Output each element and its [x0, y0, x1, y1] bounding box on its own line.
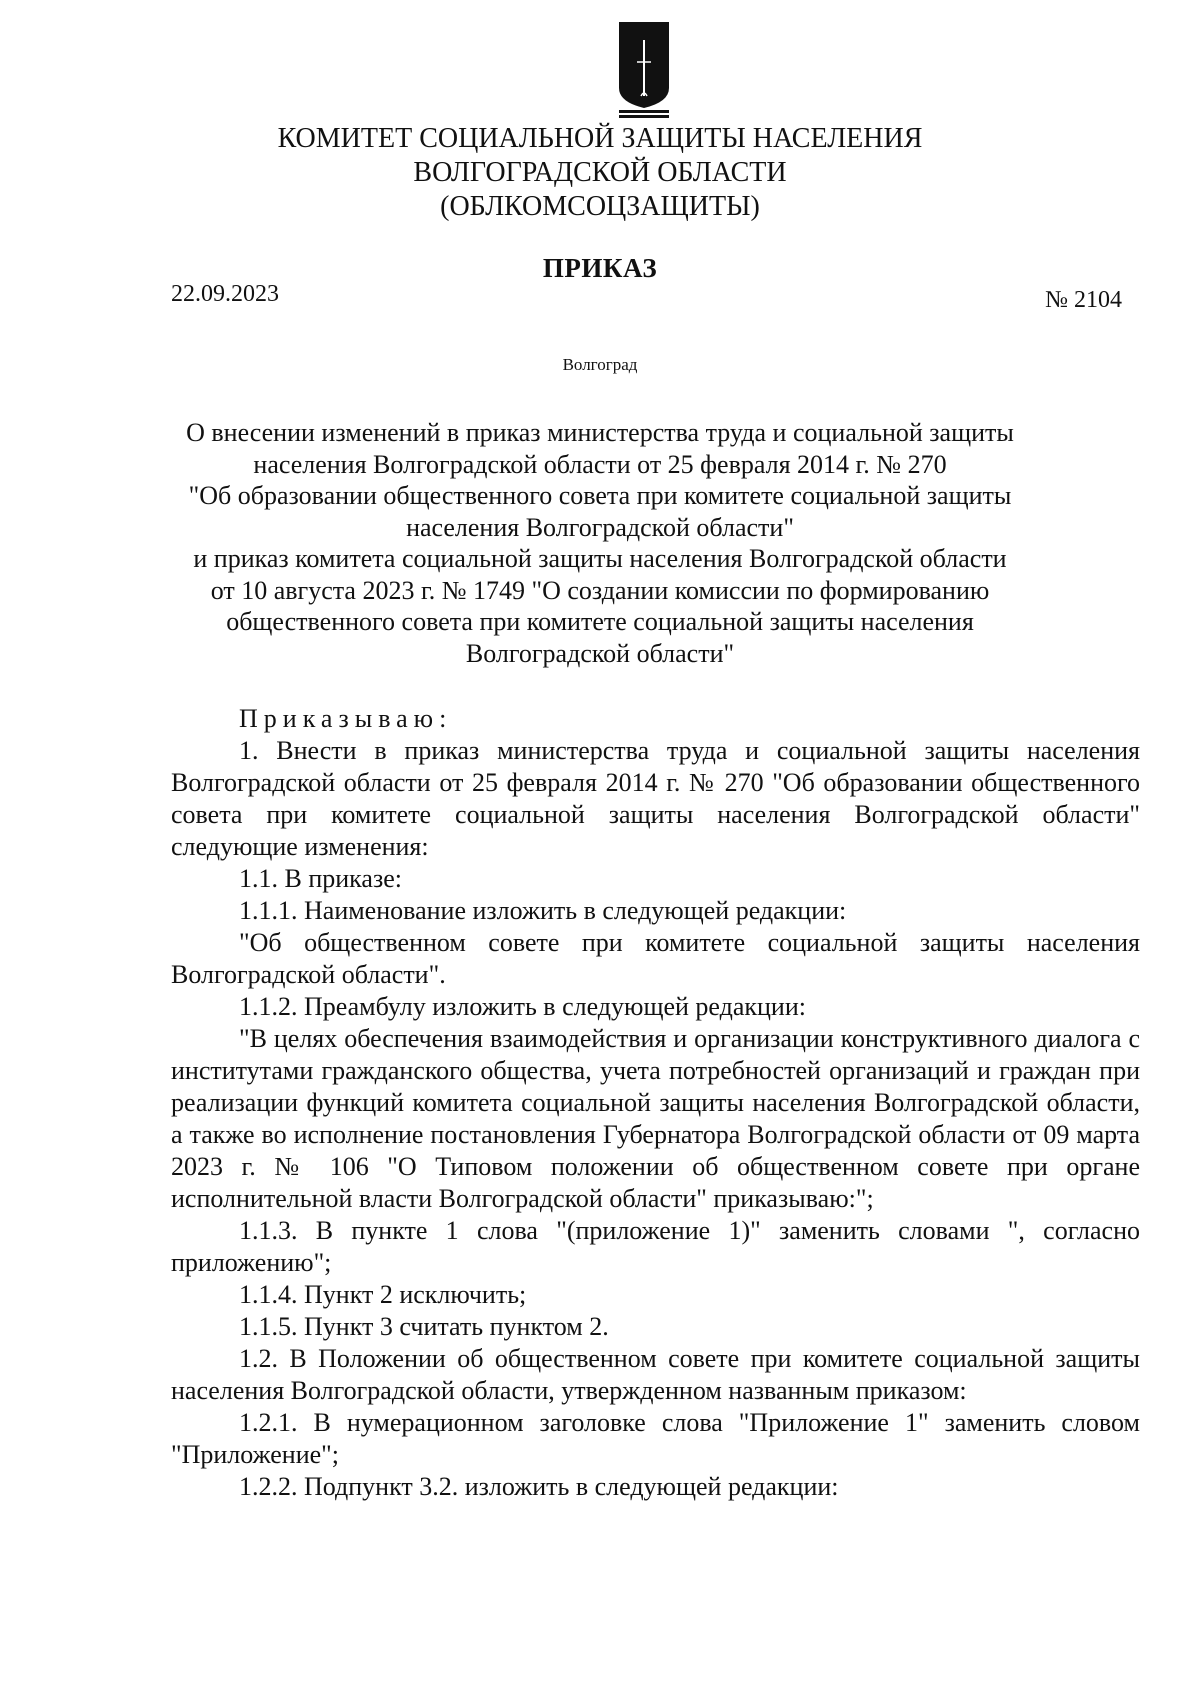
subject-line: "Об образовании общественного совета при комитете социальной защиты — [188, 481, 1012, 510]
paragraph-1-1-2-text: "В целях обеспечения взаимодействия и организации конструктивного диалога с институтами гражданского общества, учета потребностей организаций и граждан при реализации функций комитета социальной защиты населения Волгоградской области, а также во исполнение постановления Губернатора Волгоградской области от 09 марта 2023 г. № 106 "О Типовом положении об общественном совете при органе исполнительной власти Волгоградской области" приказываю:"; — [171, 1024, 1140, 1213]
paragraph-1-2-1: 1.2.1. В нумерационном заголовке слова "Приложение 1" заменить словом "Приложение"; — [171, 1408, 1140, 1469]
organization-name-line-2: ВОЛГОГРАДСКОЙ ОБЛАСТИ — [413, 157, 787, 188]
paragraph-1-2: 1.2. В Положении об общественном совете при комитете социальной защиты населения Волгоградской области, утвержденном названным приказом: — [171, 1344, 1140, 1405]
paragraph-1-1-1: 1.1.1. Наименование изложить в следующей редакции: — [239, 896, 847, 925]
paragraph-1: 1. Внести в приказ министерства труда и социальной защиты населения Волгоградской области от 25 февраля 2014 г. № 270 "Об образовании общественного совета при комитете социальной защиты населения Волгоградской области" следующие изменения: — [171, 736, 1140, 861]
organization-abbreviation: (ОБЛКОМСОЦЗАЩИТЫ) — [440, 191, 760, 222]
subject-line: от 10 августа 2023 г. № 1749 "О создании комиссии по формированию — [210, 575, 990, 605]
order-lead: Приказываю: — [239, 704, 453, 733]
subject-line: населения Волгоградской области" — [406, 512, 794, 542]
paragraph-1-1-2: 1.1.2. Преамбулу изложить в следующей редакции: — [239, 992, 806, 1021]
subject-line: населения Волгоградской области от 25 февраля 2014 г. № 270 — [253, 449, 947, 479]
document-date: 22.09.2023 — [171, 281, 279, 307]
paragraph-1-1: 1.1. В приказе: — [239, 864, 402, 893]
document-type-title: ПРИКАЗ — [542, 253, 658, 283]
subject-line: О внесении изменений в приказ министерства труда и социальной защиты — [186, 418, 1014, 447]
document-number: № 2104 — [1045, 287, 1122, 313]
paragraph-1-1-5: 1.1.5. Пункт 3 считать пунктом 2. — [239, 1312, 609, 1341]
paragraph-1-2-2: 1.2.2. Подпункт 3.2. изложить в следующей редакции: — [239, 1472, 839, 1501]
subject-line: Волгоградской области" — [465, 638, 735, 668]
subject-line: общественного совета при комитете социальной защиты населения — [226, 607, 974, 636]
organization-name-line-1: КОМИТЕТ СОЦИАЛЬНОЙ ЗАЩИТЫ НАСЕЛЕНИЯ — [277, 123, 923, 154]
paragraph-1-1-3: 1.1.3. В пункте 1 слова "(приложение 1)" заменить словами ", согласно приложению"; — [171, 1216, 1140, 1277]
coat-of-arms-icon — [617, 22, 671, 120]
paragraph-1-1-1-text: "Об общественном совете при комитете социальной защиты населения Волгоградской области". — [171, 928, 1140, 989]
paragraph-1-1-4: 1.1.4. Пункт 2 исключить; — [239, 1280, 527, 1309]
order-body — [171, 703, 1140, 1503]
document-city: Волгоград — [562, 355, 638, 374]
subject-line: и приказ комитета социальной защиты населения Волгоградской области — [193, 544, 1007, 573]
